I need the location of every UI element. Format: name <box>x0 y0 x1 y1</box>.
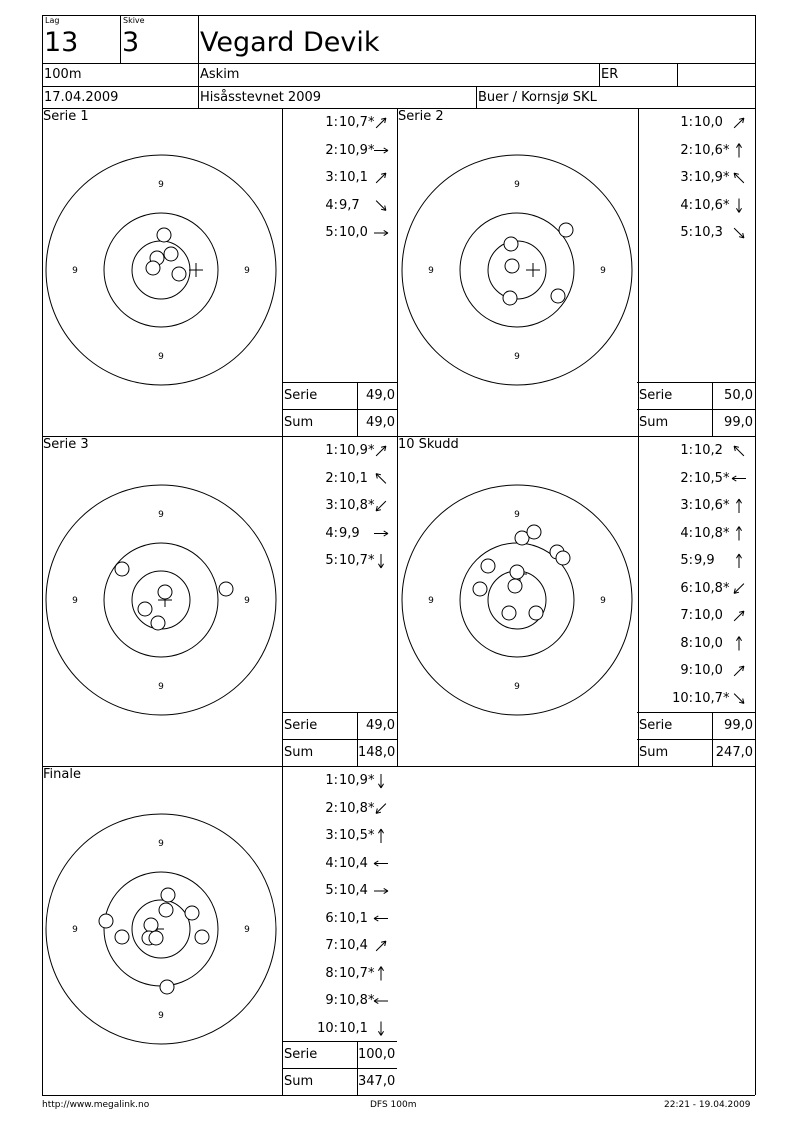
serie-score: 49,0 <box>366 388 395 403</box>
shot-number: 8: <box>680 635 693 651</box>
shot-number: 8: <box>325 965 338 981</box>
ring-label: 9 <box>600 596 606 606</box>
shot-hole <box>473 582 487 596</box>
divider <box>282 739 397 740</box>
divider <box>637 409 755 410</box>
shot-hole <box>185 906 199 920</box>
ring-label: 9 <box>514 352 520 362</box>
target-5 <box>46 814 276 1044</box>
shot-number: 5: <box>325 553 338 568</box>
sum-score: 148,0 <box>358 745 396 760</box>
shot-hole <box>529 606 543 620</box>
shot-hole <box>195 930 209 944</box>
serie-label: Serie <box>639 388 673 403</box>
shot-hole <box>481 559 495 573</box>
shot-hole <box>115 562 129 576</box>
shot-value: 9,9 <box>694 553 715 568</box>
shot-hole <box>556 551 570 565</box>
shooter-class: ER <box>601 67 619 82</box>
ring-label: 9 <box>428 596 434 606</box>
shot-value: 10,9* <box>339 142 375 158</box>
shot-hole <box>505 259 519 273</box>
shot-number: 3: <box>680 498 693 513</box>
shot-number: 3: <box>325 498 338 513</box>
shot-hole <box>559 223 573 237</box>
ring-label: 9 <box>158 510 164 520</box>
target-1 <box>46 155 276 385</box>
shot-value: 10,1 <box>339 910 368 926</box>
shot-number: 7: <box>325 938 338 953</box>
ring-label: 9 <box>514 510 520 520</box>
shot-value: 10,8* <box>339 993 375 1008</box>
shot-hole <box>138 602 152 616</box>
shot-hole <box>115 930 129 944</box>
footer-timestamp: 22:21 - 19.04.2009 <box>664 1100 751 1110</box>
serie-label: Serie <box>284 388 318 403</box>
shot-value: 10,1 <box>339 1020 368 1036</box>
shot-value: 10,7* <box>339 115 375 130</box>
shot-number: 2: <box>325 800 338 816</box>
divider <box>637 382 755 383</box>
panel-title: 10 Skudd <box>398 437 459 452</box>
shot-value: 10,8* <box>339 498 375 513</box>
shot-value: 10,2 <box>694 443 723 458</box>
shot-hole <box>144 918 158 932</box>
target-2 <box>402 155 632 385</box>
shot-hole <box>160 980 174 994</box>
distance: 100m <box>44 67 82 82</box>
shot-number: 5: <box>325 883 338 898</box>
shot-value: 10,1 <box>339 470 368 486</box>
ring-label: 9 <box>244 266 250 276</box>
sum-score: 347,0 <box>358 1074 396 1089</box>
shot-value: 10,0 <box>694 663 723 678</box>
sum-label: Sum <box>639 415 669 430</box>
shot-hole <box>510 565 524 579</box>
shot-number: 4: <box>325 197 338 213</box>
ring-label: 9 <box>514 682 520 692</box>
shot-value: 10,5* <box>694 470 730 486</box>
shot-hole <box>99 914 113 928</box>
shot-number: 4: <box>680 525 693 541</box>
sum-label: Sum <box>284 1074 314 1089</box>
ring-label: 9 <box>158 682 164 692</box>
shot-hole <box>508 579 522 593</box>
ring-label: 9 <box>72 925 78 935</box>
serie-score: 50,0 <box>724 388 753 403</box>
serie-label: Serie <box>284 718 318 733</box>
shot-number: 2: <box>680 142 693 158</box>
shot-number: 4: <box>680 197 693 213</box>
shot-number: 7: <box>680 608 693 623</box>
shot-hole <box>551 289 565 303</box>
shot-number: 5: <box>680 225 693 240</box>
serie-label: Serie <box>284 1047 318 1062</box>
serie-score: 49,0 <box>366 718 395 733</box>
shot-value: 10,0 <box>694 608 723 623</box>
venue-name: Buer / Kornsjø SKL <box>478 90 597 105</box>
ring-label: 9 <box>158 352 164 362</box>
divider <box>637 712 755 713</box>
shot-number: 9: <box>325 993 338 1008</box>
shot-value: 10,8* <box>694 525 730 541</box>
shot-hole <box>159 903 173 917</box>
serie-label: Serie <box>639 718 673 733</box>
sum-label: Sum <box>284 745 314 760</box>
shot-hole <box>502 606 516 620</box>
shot-value: 10,0 <box>339 225 368 240</box>
divider <box>637 739 755 740</box>
skive-value: 3 <box>122 27 140 58</box>
panel-title: Finale <box>43 767 81 782</box>
shot-value: 9,7 <box>339 197 360 213</box>
ring-label: 9 <box>600 266 606 276</box>
shot-value: 10,4 <box>339 883 368 898</box>
panel-title: Serie 1 <box>43 109 89 124</box>
sum-score: 247,0 <box>715 745 753 760</box>
ring-label: 9 <box>72 596 78 606</box>
divider <box>282 409 397 410</box>
target-4 <box>402 485 632 715</box>
shot-hole <box>146 261 160 275</box>
event-name: Hisåsstevnet 2009 <box>200 90 322 105</box>
shot-number: 1: <box>680 115 693 130</box>
shot-value: 10,4 <box>339 938 368 953</box>
panel-title: Serie 3 <box>43 437 89 452</box>
shot-number: 1: <box>680 443 693 458</box>
shot-number: 3: <box>325 828 338 843</box>
divider <box>282 382 397 383</box>
shot-hole <box>149 931 163 945</box>
shot-value: 10,7* <box>694 690 730 706</box>
panel-title: Serie 2 <box>398 109 444 124</box>
shot-hole <box>503 291 517 305</box>
shot-number: 4: <box>325 855 338 871</box>
ring-label: 9 <box>428 266 434 276</box>
shot-hole <box>158 585 172 599</box>
shot-value: 10,7* <box>339 965 375 981</box>
ring-label: 9 <box>244 925 250 935</box>
shot-value: 10,6* <box>694 498 730 513</box>
event-date: 17.04.2009 <box>44 90 119 105</box>
shot-hole <box>172 267 186 281</box>
ring-label: 9 <box>158 180 164 190</box>
shot-hole <box>219 582 233 596</box>
shot-number: 10: <box>672 690 693 706</box>
shot-value: 10,9* <box>339 773 375 788</box>
ring-label: 9 <box>158 1011 164 1021</box>
shot-value: 9,9 <box>339 525 360 541</box>
shot-number: 10: <box>317 1020 338 1036</box>
shot-value: 10,4 <box>339 855 368 871</box>
serie-score: 100,0 <box>358 1047 396 1062</box>
lag-value: 13 <box>44 27 79 58</box>
shot-number: 1: <box>325 443 338 458</box>
shot-value: 10,1 <box>339 170 368 185</box>
shot-value: 10,7* <box>339 553 375 568</box>
shot-number: 3: <box>680 170 693 185</box>
sum-label: Sum <box>284 415 314 430</box>
footer-title: DFS 100m <box>370 1100 417 1110</box>
divider <box>282 1068 397 1069</box>
shot-number: 5: <box>325 225 338 240</box>
shot-number: 2: <box>325 470 338 486</box>
shot-value: 10,8* <box>339 800 375 816</box>
shot-number: 1: <box>325 773 338 788</box>
shot-value: 10,8* <box>694 580 730 596</box>
shot-number: 5: <box>680 553 693 568</box>
shot-hole <box>151 616 165 630</box>
shot-number: 2: <box>325 142 338 158</box>
shot-value: 10,6* <box>694 142 730 158</box>
shot-value: 10,9* <box>694 170 730 185</box>
shot-value: 10,0 <box>694 635 723 651</box>
divider <box>282 1041 397 1042</box>
divider <box>282 712 397 713</box>
sum-score: 49,0 <box>366 415 395 430</box>
shot-number: 3: <box>325 170 338 185</box>
shooter-name: Vegard Devik <box>200 27 380 58</box>
club-name: Askim <box>200 67 240 82</box>
shot-number: 2: <box>680 470 693 486</box>
sum-label: Sum <box>639 745 669 760</box>
shot-value: 10,3 <box>694 225 723 240</box>
target-3 <box>46 485 276 715</box>
shot-hole <box>504 237 518 251</box>
shot-value: 10,9* <box>339 443 375 458</box>
sum-score: 99,0 <box>724 415 753 430</box>
shot-value: 10,0 <box>694 115 723 130</box>
shot-number: 1: <box>325 115 338 130</box>
ring-label: 9 <box>514 180 520 190</box>
ring-label: 9 <box>72 266 78 276</box>
shot-number: 9: <box>680 663 693 678</box>
skive-label: Skive <box>123 16 145 25</box>
shot-value: 10,5* <box>339 828 375 843</box>
ring-label: 9 <box>158 839 164 849</box>
shot-number: 6: <box>325 910 338 926</box>
shot-hole <box>161 888 175 902</box>
shot-hole <box>157 228 171 242</box>
ring-label: 9 <box>244 596 250 606</box>
shot-number: 6: <box>680 580 693 596</box>
lag-label: Lag <box>45 16 60 25</box>
shot-hole <box>164 247 178 261</box>
shot-number: 4: <box>325 525 338 541</box>
shot-hole <box>527 525 541 539</box>
footer-url: http://www.megalink.no <box>42 1100 150 1110</box>
shot-value: 10,6* <box>694 197 730 213</box>
serie-score: 99,0 <box>724 718 753 733</box>
